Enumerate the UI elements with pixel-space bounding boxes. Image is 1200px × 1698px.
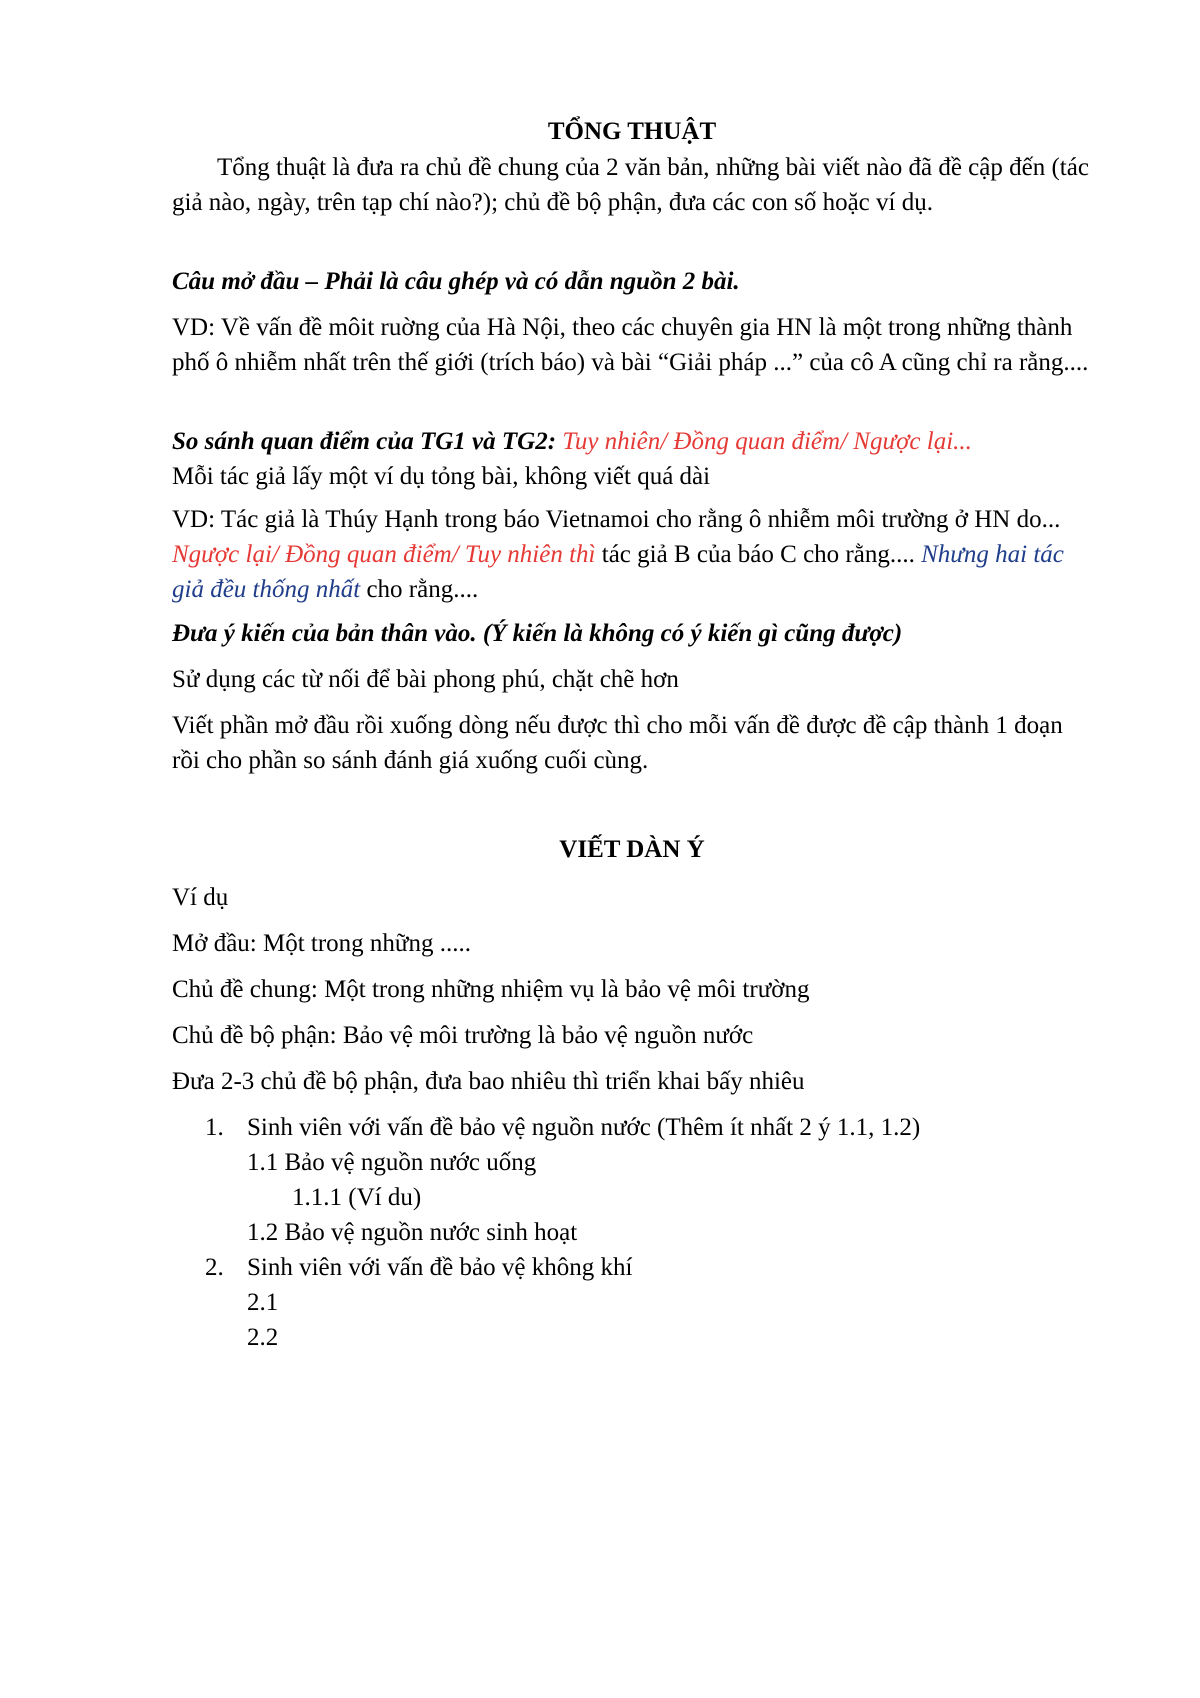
compare-example-red: Ngược lại/ Đồng quan điểm/ Tuy nhiên thì	[172, 541, 596, 568]
compare-example-part1: VD: Tác giả là Thúy Hạnh trong báo Vietnamoi cho rằng ô nhiễm môi trường ở HN do...	[172, 506, 1061, 533]
opening-example: VD: Về vấn đề môit ruờng của Hà Nội, theo các chuyên gia HN là một trong những thành phố ô nhiễm nhất trên thế giới (trích báo) và bài “Giải pháp ...” của cô A cũng chỉ ra rằng....	[172, 314, 1089, 376]
opinion-heading: Đưa ý kiến của bản thân vào. (Ý kiến là không có ý kiến gì cũng được)	[172, 620, 903, 647]
opening-heading: Câu mở đầu – Phải là câu ghép và có dẫn nguồn 2 bài.	[172, 268, 740, 295]
outline-item-1-text: Sinh viên với vấn đề bảo vệ nguồn nước (Thêm ít nhất 2 ý 1.1, 1.2)	[247, 1114, 921, 1141]
outline-general-topic: Chủ đề chung: Một trong những nhiệm vụ là bảo vệ môi trường	[172, 976, 810, 1003]
tip-connectors: Sử dụng các từ nối để bài phong phú, chặt chẽ hơn	[172, 666, 679, 693]
compare-example-blue: Nhưng hai tác giả đều thống nhất	[172, 541, 1064, 603]
compare-example-part3: cho rằng....	[366, 576, 479, 603]
compare-block	[172, 424, 1092, 494]
outline-instruction: Đưa 2-3 chủ đề bộ phận, đưa bao nhiêu thì triển khai bấy nhiêu	[172, 1068, 805, 1095]
outline-item-2-1: 2.1	[247, 1289, 279, 1316]
example-label: Ví dụ	[172, 884, 229, 911]
outline-item-1-2: 1.2 Bảo vệ nguồn nước sinh hoạt	[247, 1219, 578, 1246]
compare-example-part2: tác giả B của báo C cho rằng....	[601, 541, 915, 568]
outline-item-2-text: Sinh viên với vấn đề bảo vệ không khí	[247, 1254, 633, 1281]
outline-item-1-1: 1.1 Bảo vệ nguồn nước uống	[247, 1149, 537, 1176]
section-title-tong-thuat: TỔNG THUẬT	[547, 118, 717, 145]
outline-sub-topic: Chủ đề bộ phận: Bảo vệ môi trường là bảo vệ nguồn nước	[172, 1022, 754, 1049]
compare-heading: So sánh quan điểm của TG1 và TG2:	[172, 428, 557, 455]
outline-item-2	[205, 1250, 632, 1285]
section-title-viet-dan-y: VIẾT DÀN Ý	[559, 836, 705, 863]
outline-item-1-1-1: 1.1.1 (Ví du)	[292, 1184, 422, 1211]
compare-connectors: Tuy nhiên/ Đồng quan điểm/ Ngược lại...	[562, 428, 972, 455]
compare-example	[172, 502, 1092, 607]
tip-structure: Viết phần mở đầu rồi xuống dòng nếu được thì cho mỗi vấn đề được đề cập thành 1 đoạn rồi cho phần so sánh đánh giá xuống cuối cùng.	[172, 712, 1063, 774]
outline-opening: Mở đầu: Một trong những .....	[172, 930, 471, 957]
compare-note: Mỗi tác giả lấy một ví dụ tỏng bài, không viết quá dài	[172, 463, 711, 490]
outline-item-2-number: 2.	[205, 1254, 224, 1281]
outline-item-1-number: 1.	[205, 1114, 224, 1141]
outline-item-1	[205, 1110, 920, 1145]
intro-paragraph: Tổng thuật là đưa ra chủ đề chung của 2 văn bản, những bài viết nào đã đề cập đến (tác giả nào, ngày, trên tạp chí nào?); chủ đề bộ phận, đưa các con số hoặc ví dụ.	[172, 154, 1089, 216]
outline-item-2-2: 2.2	[247, 1324, 279, 1351]
